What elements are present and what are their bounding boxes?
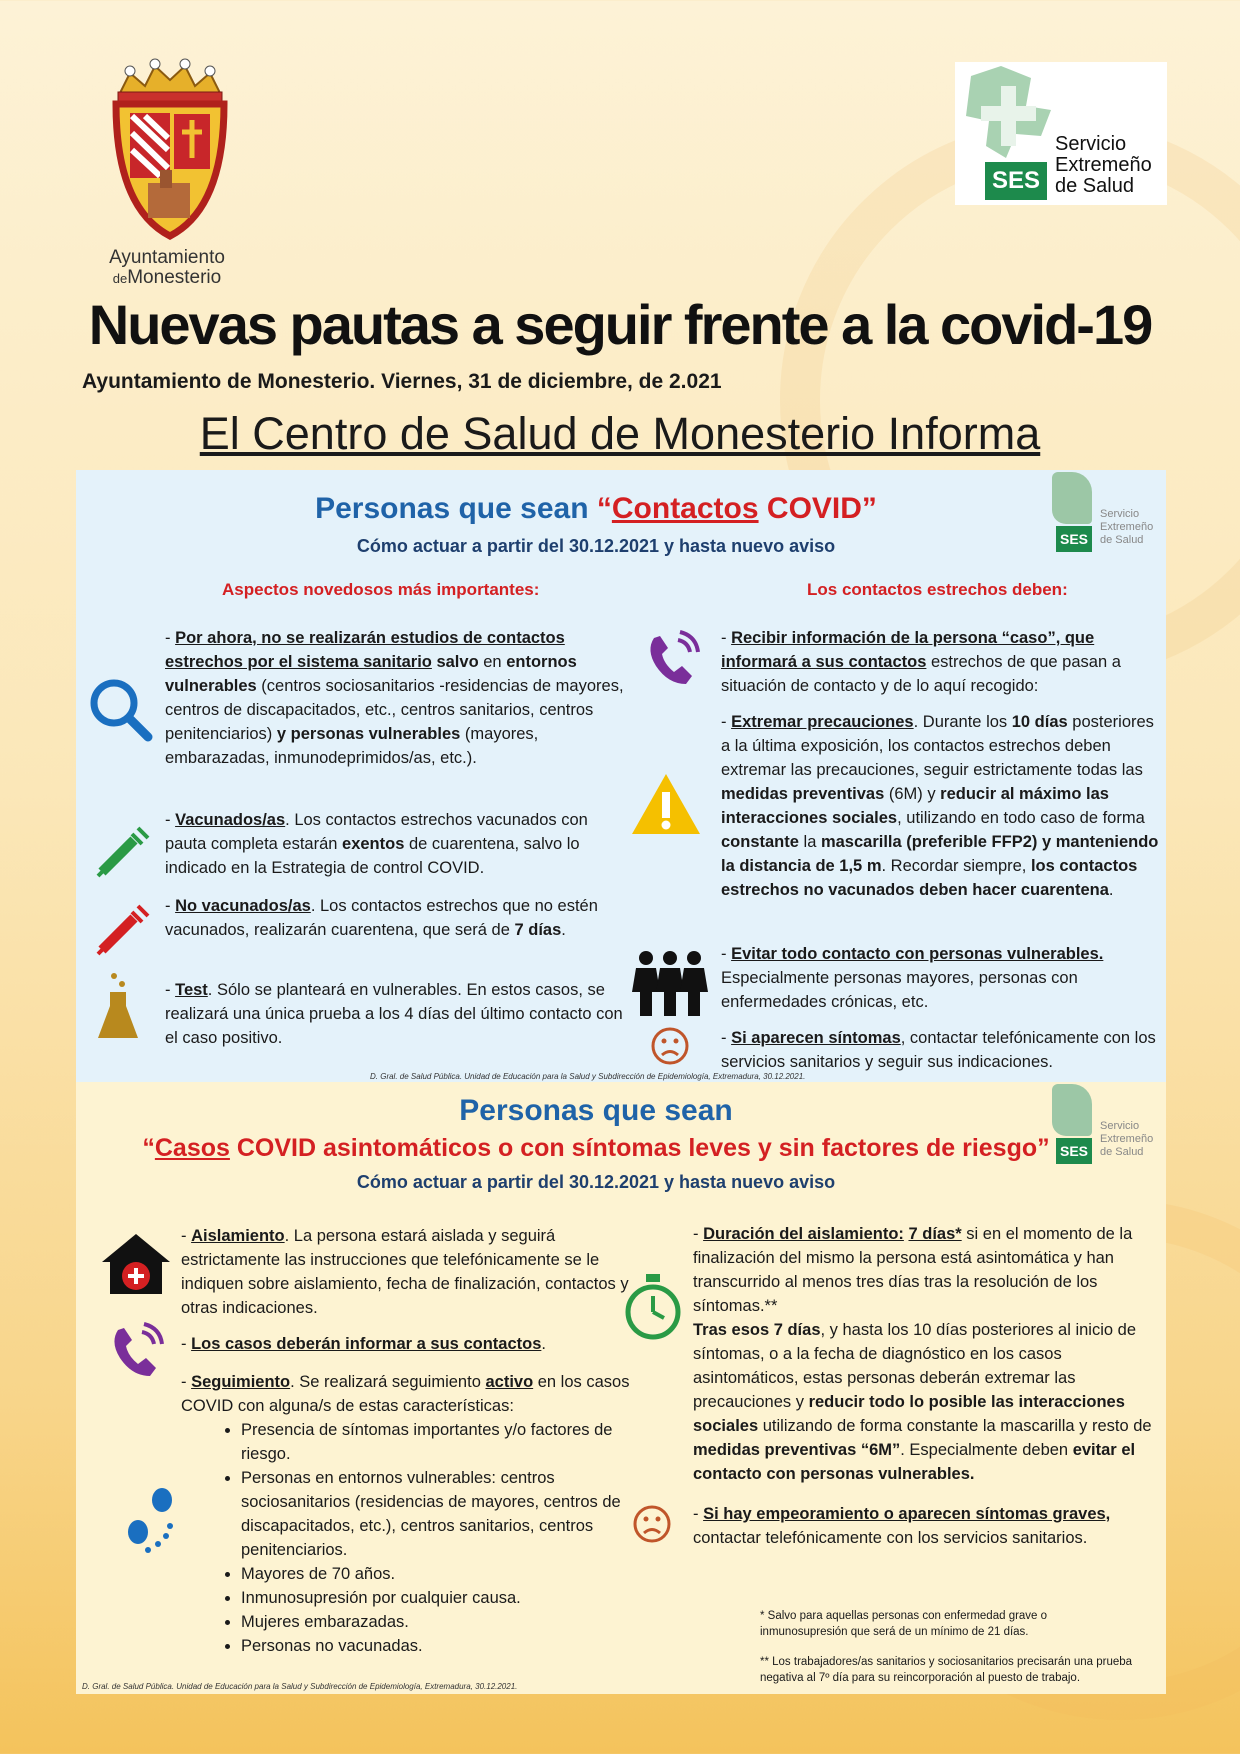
- right-item-2: - Extremar precauciones. Durante los 10 días posteriores a la última exposición, los contactos estrechos deben extremar las precauciones, seguir estrictamente todas las medidas preventivas (6M) y reducir al máximo las interacciones sociales, utilizando en todo caso de forma constante la mascarilla (preferible FFP2) y manteniendo la distancia de 1,5 m. Recordar siempre, los contactos estrechos no vacunados deben hacer cuarentena.: [721, 713, 1159, 899]
- right-item-1: - Recibir información de la persona “caso”, que informará a sus contactos estrechos de que pasan a situación de contacto y de lo aquí recogido:: [721, 629, 1121, 695]
- people-group-icon: [632, 948, 708, 1018]
- footsteps-icon: [118, 1486, 182, 1560]
- list-item: • Mujeres embarazadas.: [241, 1610, 651, 1634]
- panel1-credit: D. Gral. de Salud Pública. Unidad de Educación para la Salud y Subdirección de Epidemiología, Extremadura, 30.12.2021.: [370, 1072, 806, 1081]
- right-item-3: - Evitar todo contacto con personas vulnerables. Especialmente personas mayores, personas con enfermedades crónicas, etc.: [721, 945, 1104, 1011]
- panel2-credit: D. Gral. de Salud Pública. Unidad de Educación para la Salud y Subdirección de Epidemiología, Extremadura, 30.12.2021.: [82, 1682, 518, 1691]
- informa-heading: El Centro de Salud de Monesterio Informa: [199, 408, 1041, 459]
- right-column-heading: Los contactos estrechos deben:: [807, 580, 1068, 599]
- footnote-2: ** Los trabajadores/as sanitarios y sociosanitarios precisarán una prueba negativa al 7º día para su reincorporación al puesto de trabajo.: [760, 1656, 1133, 1684]
- panel1-title: Personas que sean “Contactos COVID”: [315, 492, 877, 525]
- phone-icon: [106, 1322, 168, 1382]
- left-column-heading: Aspectos novedosos más importantes:: [222, 580, 540, 599]
- contactos-covid-panel: [76, 470, 1166, 1082]
- panel2-subtitle: Cómo actuar a partir del 30.12.2021 y hasta nuevo aviso: [356, 1172, 836, 1192]
- panel2-right-item-2: - Si hay empeoramiento o aparecen síntomas graves, contactar telefónicamente con los servicios sanitarios.: [693, 1505, 1111, 1547]
- ses-logo: [955, 62, 1167, 205]
- page-title: Nuevas pautas a seguir frente a la covid-19: [88, 293, 1152, 356]
- ses-map-shape-icon: [961, 66, 1061, 162]
- house-isolation-icon: [98, 1230, 174, 1298]
- panel2-left-item-1: - Aislamiento. La persona estará aislada y seguirá estrictamente las instrucciones que telefónicamente se le indiquen sobre aislamiento, fecha de finalización, contactos y otras indicaciones.: [181, 1227, 629, 1317]
- left-item-2: - Vacunados/as. Los contactos estrechos vacunados con pauta completa estarán exentos de cuarentena, salvo lo indicado en la Estrategia de control COVID.: [165, 811, 588, 877]
- panel2-right-item-1: - Duración del aislamiento: 7 días* si en el momento de la finalización del mismo la persona está asintomática y han transcurrido al menos tres días tras la resolución de los síntomas.** Tras esos 7 días, y hasta los 10 días posteriores al inicio de síntomas, o a la fecha de diagnóstico en los casos asintomáticos, estas personas deberán extremar las precauciones y reducir todo lo posible las interacciones sociales utilizando de forma constante la mascarilla y resto de medidas preventivas “6M”. Especialmente deben evitar el contacto con personas vulnerables.: [693, 1225, 1152, 1483]
- panel2-title-line1: Personas que sean: [459, 1094, 733, 1127]
- panel2-left-item-3: - Seguimiento. Se realizará seguimiento activo en los casos COVID con alguna/s de estas características:: [181, 1373, 630, 1415]
- list-item: • Inmunosupresión por cualquier causa.: [241, 1586, 651, 1610]
- list-item: • Presencia de síntomas importantes y/o factores de riesgo.: [241, 1418, 651, 1466]
- ses-name: Servicio Extremeño de Salud: [1055, 133, 1152, 197]
- casos-covid-panel: [76, 1082, 1166, 1694]
- municipality-name: Ayuntamiento deMonesterio: [109, 247, 225, 288]
- ses-map-shape-icon: [1052, 1084, 1092, 1136]
- coat-of-arms-logo: [100, 58, 240, 248]
- left-item-1: - Por ahora, no se realizarán estudios de contactos estrechos por el sistema sanitario salvo en entornos vulnerables (centros sociosanitarios -residencias de mayores, centros de discapacitados, etc., centros sanitarios, centros penitenciarios) y personas vulnerables (mayores, embarazadas, inmunodeprimidos/as, etc.).: [165, 629, 624, 767]
- sad-face-icon: [650, 1026, 690, 1066]
- footnote-1: * Salvo para aquellas personas con enfermedad grave o inmunosupresión que será de un mínimo de 21 días.: [760, 1610, 1048, 1638]
- stopwatch-icon: [622, 1272, 684, 1342]
- syringe-red-icon: [92, 900, 152, 960]
- follow-up-criteria-list: [181, 1418, 651, 1658]
- ses-map-shape-icon: [1052, 472, 1092, 524]
- list-item: • Personas en entornos vulnerables: centros sociosanitarios (residencias de mayores, centros de discapacitados, etc.), centros sanitarios, centros penitenciarios.: [241, 1466, 651, 1562]
- ses-small-logo: SES Servicio Extremeño de Salud: [1044, 1082, 1174, 1172]
- warning-icon: [628, 770, 704, 838]
- right-item-4: - Si aparecen síntomas, contactar telefónicamente con los servicios sanitarios y seguir sus indicaciones.: [721, 1029, 1156, 1071]
- left-item-3: - No vacunados/as. Los contactos estrechos que no estén vacunados, realizarán cuarentena, que será de 7 días.: [165, 897, 598, 939]
- panel1-subtitle: Cómo actuar a partir del 30.12.2021 y hasta nuevo aviso: [356, 536, 836, 556]
- list-item: • Mayores de 70 años.: [241, 1562, 651, 1586]
- flask-icon: [96, 970, 140, 1042]
- phone-icon: [642, 630, 704, 690]
- list-item: • Personas no vacunadas.: [241, 1634, 651, 1658]
- ses-small-logo: SES Servicio Extremeño de Salud: [1044, 470, 1174, 560]
- magnifier-icon: [86, 675, 156, 745]
- ses-abbr-badge: SES: [985, 162, 1047, 200]
- date-line: Ayuntamiento de Monesterio. Viernes, 31 de diciembre, de 2.021: [82, 370, 722, 393]
- sad-face-icon: [632, 1504, 672, 1544]
- syringe-green-icon: [92, 822, 152, 882]
- left-item-4: - Test. Sólo se planteará en vulnerables. En estos casos, se realizará una única prueba a los 4 días del último contacto con el caso positivo.: [165, 981, 623, 1047]
- panel2-title-line2: “Casos COVID asintomáticos o con síntomas leves y sin factores de riesgo”: [142, 1134, 1050, 1162]
- panel2-left-item-2: - Los casos deberán informar a sus contactos.: [181, 1335, 546, 1353]
